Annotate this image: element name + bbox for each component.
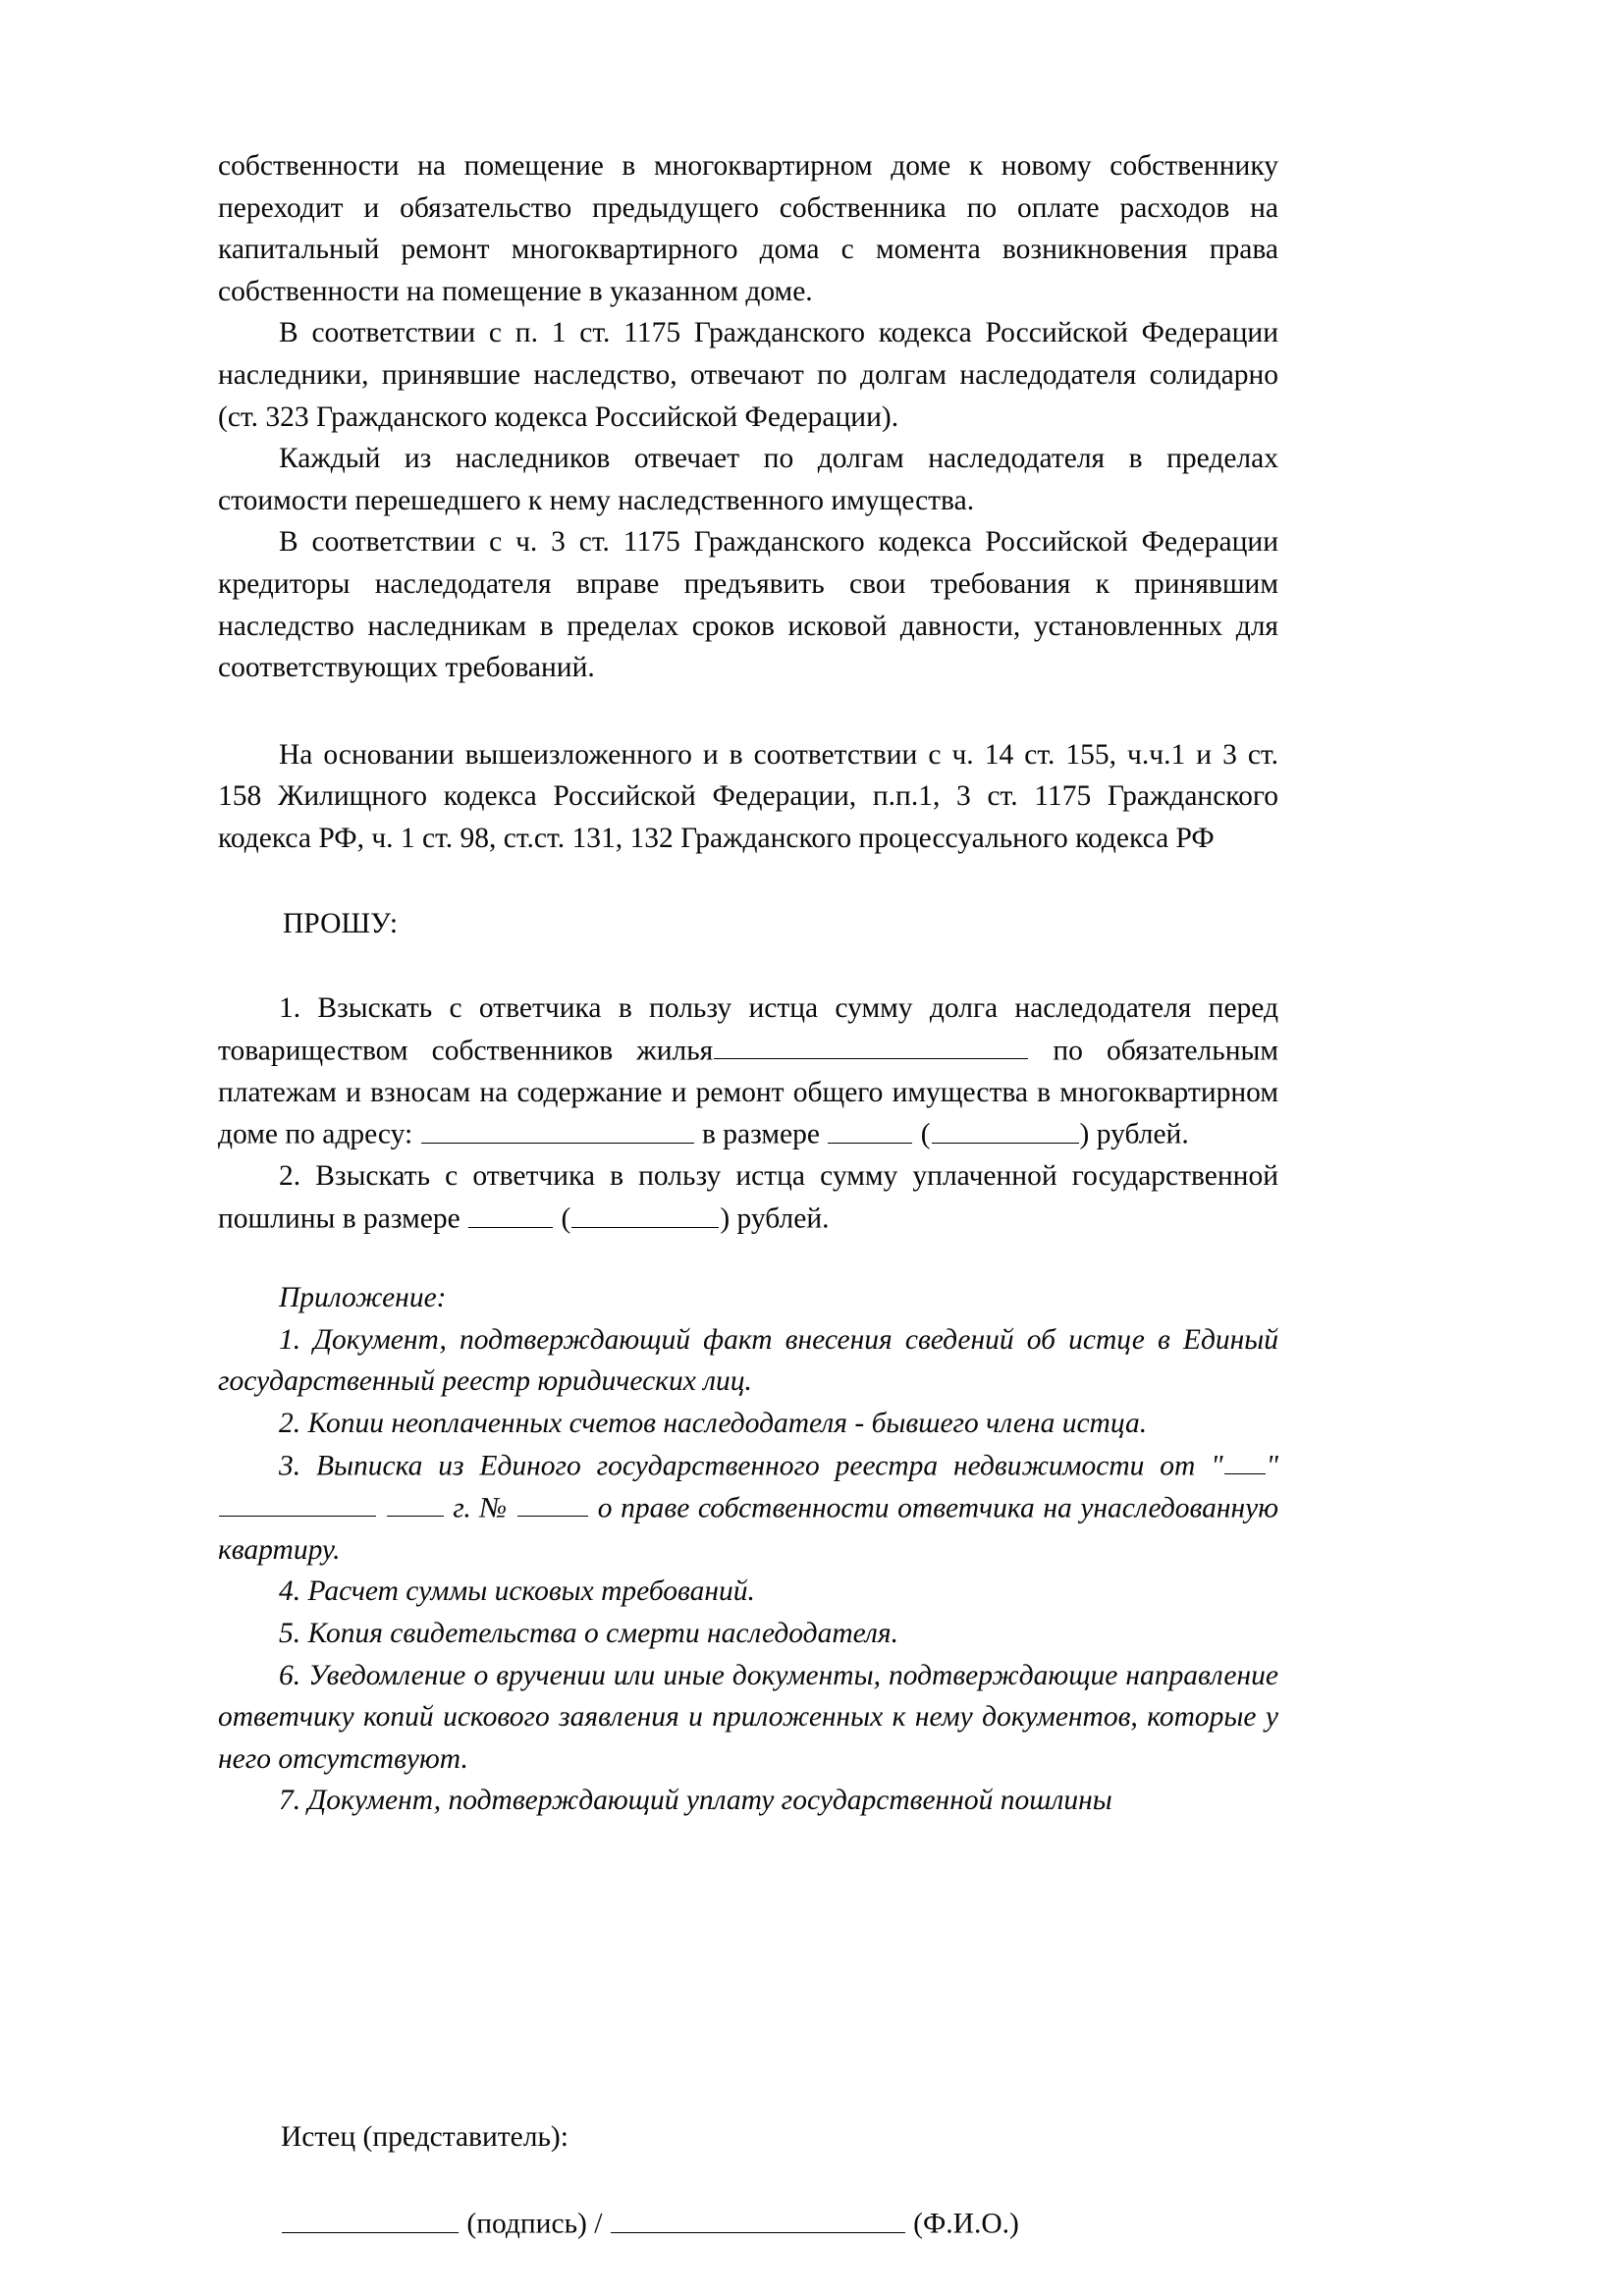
egrn-number-blank[interactable] [517,1487,588,1518]
signature-block [218,2116,1278,2246]
request-item-1 [218,988,1278,1155]
signature-line [218,2203,1278,2245]
request-item-2-paren-open: ( [561,1202,571,1235]
paragraph-ownership-transfer: собственности на помещение в многоквартирном доме к новому собственнику переходит и обязательство предыдущего собственника по оплате расходов на капитальный ремонт многоквартирного дома с момента возникновения права собственности на помещение в указанном доме. [218,150,1278,307]
attachment-item-2: 2. Копии неоплаченных счетов наследодателя - бывшего члена истца. [279,1407,1148,1439]
request-item-1-text-a: 1. Взыскать с ответчика в пользу истца сумму долга наследодателя перед товариществом собственников жилья [218,992,1278,1067]
fio-blank[interactable] [611,2203,905,2233]
attachments-section [218,1277,1278,1822]
spacer-before-attachments [218,1240,1278,1277]
attachment-item-5: 5. Копия свидетельства о смерти наследодателя. [279,1617,898,1649]
request-item-1-paren-open: ( [920,1118,931,1150]
paragraph-article-1175-p3: В соответствии с ч. 3 ст. 1175 Гражданского кодекса Российской Федерации кредиторы наследодателя вправе предъявить свои требования к принявшим наследство наследникам в пределах сроков исковой давности, установленных для соответствующих требований. [218,526,1278,684]
debt-amount-figures-blank[interactable] [828,1113,912,1144]
request-item-2-text-c: ) рублей. [720,1202,830,1235]
request-heading: ПРОШУ: [283,907,399,939]
spacer-before-legal-basis [218,689,1278,734]
attachment-item-3-text-a: 3. Выписка из Единого государственного реестра недвижимости от [279,1450,1196,1482]
attachment-item-3-text-b: г. № [453,1492,509,1524]
attachment-item-3-text-c: о праве собственности ответчика на унаследованную квартиру. [218,1492,1279,1566]
attachments-heading: Приложение: [279,1282,447,1314]
egrn-month-blank[interactable] [219,1487,376,1518]
egrn-date-quote-open: " [1211,1450,1223,1482]
spacer-before-request-heading [218,860,1278,903]
signature-role-label: Истец (представитель): [281,2120,568,2153]
attachment-item-6: 6. Уведомление о вручении или иные документы, подтверждающие направление ответчику копий искового заявления и приложенных к нему документов, которые у него отсутствуют. [218,1659,1278,1775]
paragraph-legal-basis: На основании вышеизложенного и в соответствии с ч. 14 ст. 155, ч.ч.1 и 3 ст. 158 Жилищного кодекса Российской Федерации, п.п.1, 3 ст. 1175 Гражданского кодекса РФ, ч. 1 ст. 98, ст.ст. 131, 132 Гражданского процессуального кодекса РФ [218,738,1278,854]
egrn-day-blank[interactable] [1224,1445,1266,1475]
paragraph-article-1175-p1: В соответствии с п. 1 ст. 1175 Гражданского кодекса Российской Федерации наследники, принявшие наследство, отвечают по долгам наследодателя солидарно (ст. 323 Гражданского кодекса Российской Федерации). [218,317,1278,433]
spacer-before-signature [218,1822,1278,2116]
signature-caption: (подпись) / [466,2208,603,2240]
debt-amount-words-blank[interactable] [932,1113,1079,1144]
request-item-2-text-a: 2. Взыскать с ответчика в пользу истца сумму уплаченной государственной пошлины в размере [218,1160,1278,1235]
request-item-1-text-b: по обязательным платежам и взносам на содержание и ремонт общего имущества в многоквартирном доме по адресу: [218,1035,1278,1150]
spacer-after-request-heading [218,944,1278,988]
egrn-date-quote-close: " [1266,1450,1279,1482]
attachment-item-3 [218,1445,1278,1572]
property-address-blank[interactable] [421,1113,694,1144]
egrn-year-blank[interactable] [387,1487,444,1518]
debtor-association-blank[interactable] [714,1030,1028,1060]
document-body [218,145,1278,2246]
request-item-1-text-c: в размере [701,1118,820,1150]
attachment-item-7: 7. Документ, подтверждающий уплату государственной пошлины [279,1785,1112,1817]
request-item-2 [218,1155,1278,1240]
attachment-item-1: 1. Документ, подтверждающий факт внесения сведений об истце в Единый государственный реестр юридических лиц. [218,1323,1278,1398]
signature-blank[interactable] [282,2203,459,2233]
request-item-1-text-e: ) рублей. [1079,1118,1189,1150]
paragraph-heir-liability-limit: Каждый из наследников отвечает по долгам наследодателя в пределах стоимости перешедшего к нему наследственного имущества. [218,443,1278,516]
state-duty-figures-blank[interactable] [468,1198,553,1228]
state-duty-words-blank[interactable] [571,1198,719,1228]
fio-caption: (Ф.И.О.) [913,2208,1019,2240]
attachment-item-4: 4. Расчет суммы исковых требований. [279,1575,755,1608]
spacer-signature-line [218,2158,1278,2203]
